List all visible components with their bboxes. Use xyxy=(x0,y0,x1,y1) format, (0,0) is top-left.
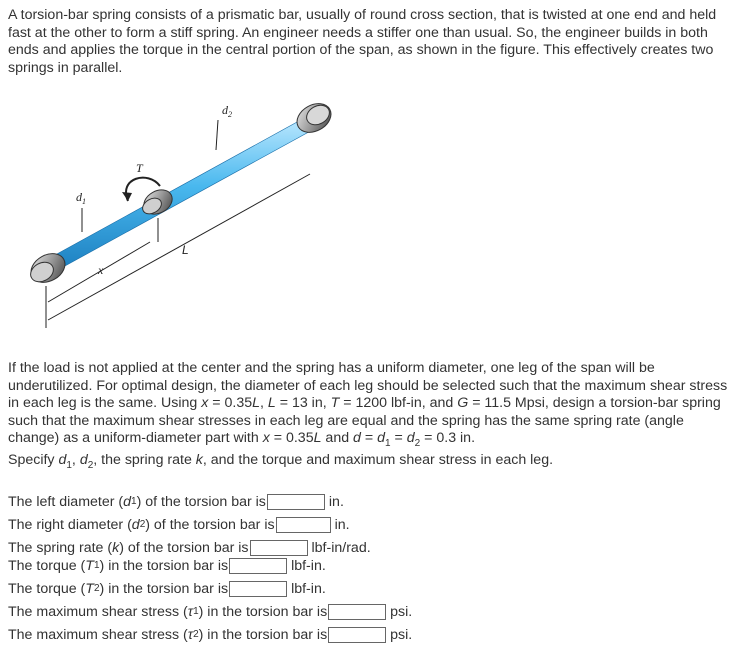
left-diameter-input[interactable] xyxy=(267,494,325,510)
spring-rate-input[interactable] xyxy=(250,540,308,556)
problem-intro: A torsion-bar spring consists of a prismatic bar, usually of round cross section, that is twisted at one end and held fast at the other to form a stiff spring. An engineer needs a stiffer one than usual. So, the engineer builds in both ends and applies the torque in the central portion of the span, as shown in the figure. This effectively creates two springs in parallel. xyxy=(8,7,717,76)
answer-row-shear-1: The maximum shear stress ( τ 1 ) in the torsion bar is psi. xyxy=(8,604,413,620)
label-T: T xyxy=(136,161,143,175)
answer-row-torque-2: The torque ( T 2 ) in the torsion bar is lbf-in. xyxy=(8,581,326,597)
shear-stress-2-input[interactable] xyxy=(328,627,386,643)
answer-row-torque-1: The torque ( T 1 ) in the torsion bar is lbf-in. xyxy=(8,558,326,574)
label-d1: $d_1$ xyxy=(76,190,86,206)
answer-row-left-diameter: The left diameter ( d 1 ) of the torsion bar is in. xyxy=(8,494,344,510)
answer-row-right-diameter: The right diameter ( d 2 ) of the torsion bar is in. xyxy=(8,517,350,533)
label-x: x xyxy=(98,263,104,277)
answer-row-shear-2: The maximum shear stress ( τ 2 ) in the torsion bar is psi. xyxy=(8,627,413,643)
torsion-bar-figure xyxy=(18,96,338,332)
torque-2-input[interactable] xyxy=(229,581,287,597)
problem-body: If the load is not applied at the center and the spring has a uniform diameter, one leg of the span will be underutilized. For optimal design, the diameter of each leg should be selected such that the maximum shear stress in each leg is the same. Using x = 0.35L, L = 13 in, T = 1200 lbf-in, and G = 11.5 Mpsi, design a torsion-bar spring such that the maximum shear stresses in each leg are equal and the spring has the same spring rate (angle change) as a uniform-diameter part with x = 0.35L and $d = d_1 = d_2 = 0.3$ in. Specify $d_1$, $d_2$, the spring rate k, and the torque and maximum shear stress in each leg. xyxy=(8,360,728,472)
label-L: L xyxy=(182,243,189,257)
torque-1-input[interactable] xyxy=(229,558,287,574)
answer-row-spring-rate: The spring rate ( k ) of the torsion bar is lbf-in/rad. xyxy=(8,540,371,556)
shear-stress-1-input[interactable] xyxy=(328,604,386,620)
label-d2: $d_2$ xyxy=(222,103,232,119)
bar-shaft xyxy=(46,116,316,272)
right-diameter-input[interactable] xyxy=(276,517,331,533)
